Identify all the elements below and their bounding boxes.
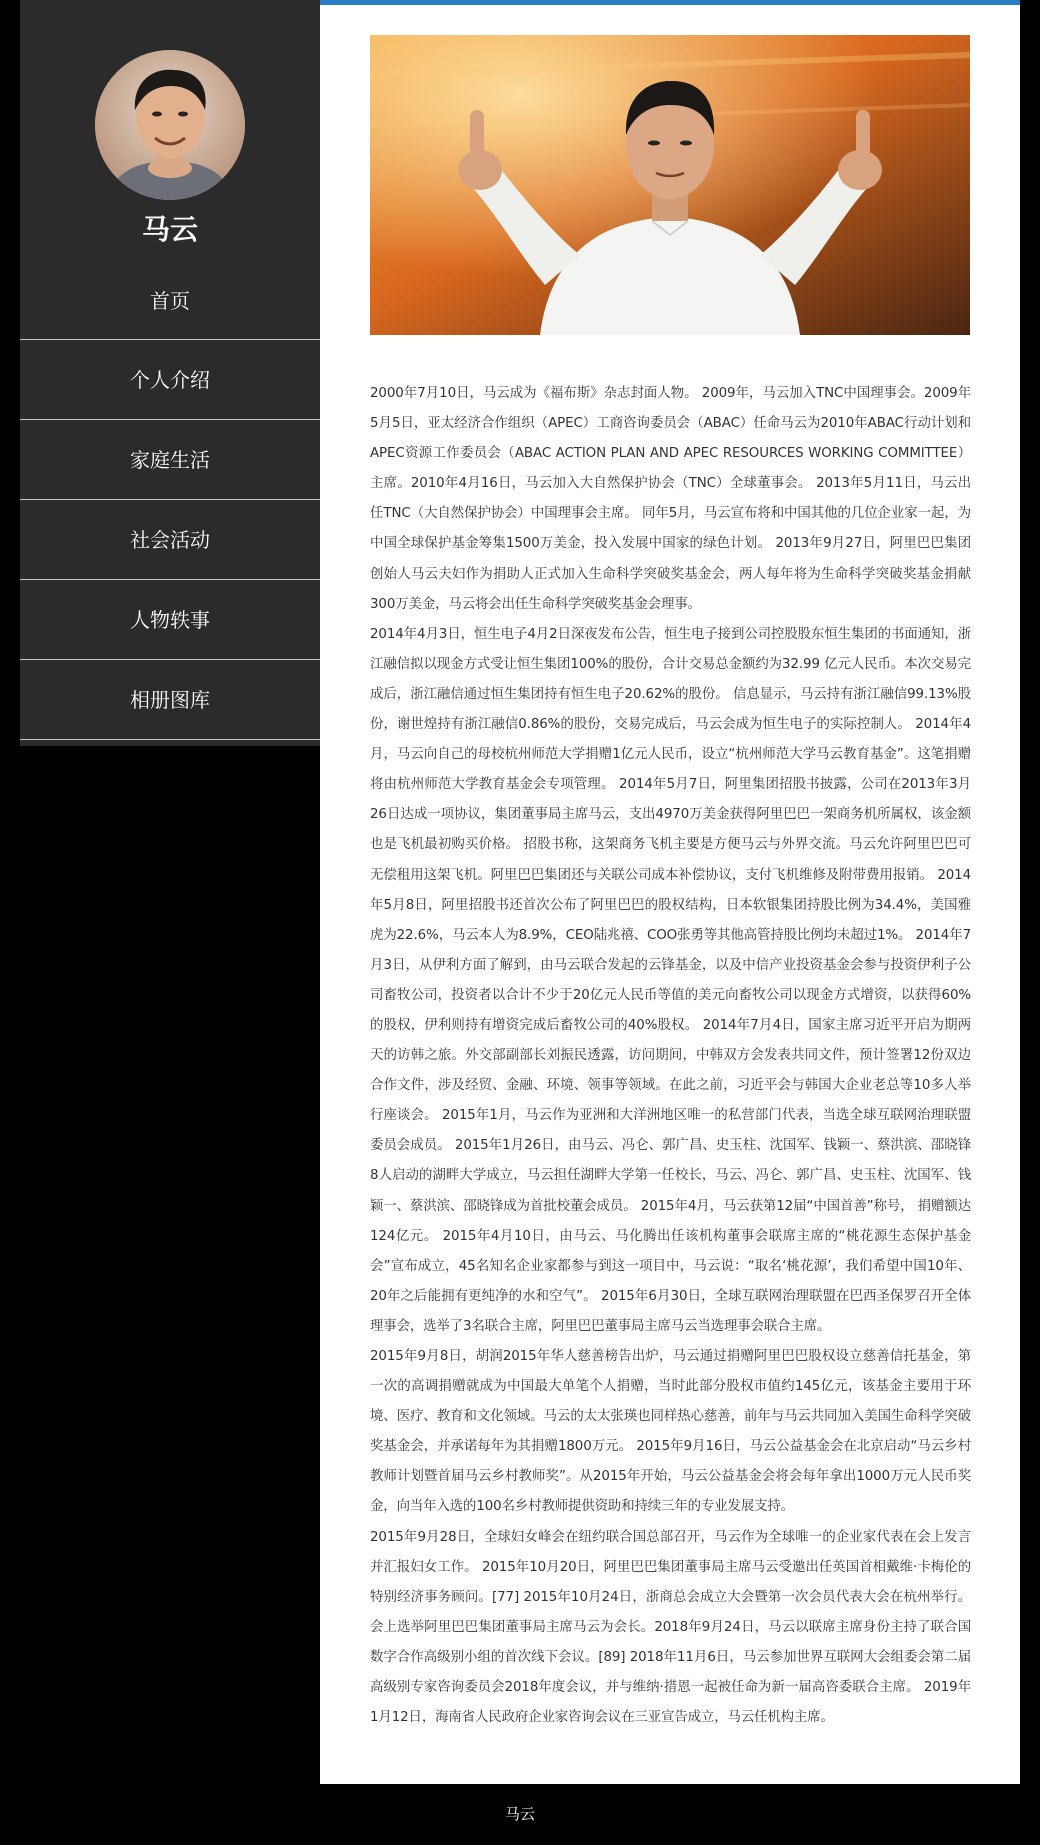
avatar-portrait: [95, 50, 245, 200]
nav-item-anecdotes[interactable]: 人物轶事: [20, 580, 320, 660]
footer: [0, 1784, 1040, 1845]
nav-item-social[interactable]: 社会活动: [20, 500, 320, 580]
nav-item-family[interactable]: 家庭生活: [20, 420, 320, 500]
nav-item-home[interactable]: 首页: [20, 260, 320, 340]
article-paragraph: 2000年7月10日，马云成为《福布斯》杂志封面人物。 2009年，马云加入TNC中国理事会。2009年5月5日，亚太经济合作组织（APEC）工商咨询委员会（ABAC）任命马云为2010年ABAC行动计划和APEC资源工作委员会（ABAC ACTION PLAN AND APEC RESOURCES WORKING COMMITTEE）主席。2010年4月16日，马云加入大自然保护协会（TNC）全球董事会。 2013年5月11日，马云出任TNC（大自然保护协会）中国理事会主席。 同年5月，马云宣布将和中国其他的几位企业家一起，为中国全球保护基金筹集1500万美金，投入发展中国家的绿色计划。 2013年9月27日，阿里巴巴集团创始人马云夫妇作为捐助人正式加入生命科学突破奖基金会，两人每年将为生命科学突破奖基金捐献300万美金，马云将会出任生命科学突破奖基金会理事。: [370, 386, 971, 612]
article-paragraph: 2015年9月28日，全球妇女峰会在纽约联合国总部召开，马云作为全球唯一的企业家代表在会上发言并汇报妇女工作。 2015年10月20日，阿里巴巴集团董事局主席马云受邀出任英国首相戴维·卡梅伦的特别经济事务顾问。[77] 2015年10月24日，浙商总会成立大会暨第一次会员代表大会在杭州举行。会上选举阿里巴巴集团董事局主席马云为会长。2018年9月24日，马云以联席主席身份主持了联合国数字合作高级别小组的首次线下会议。[89] 2018年11月6日，马云参加世界互联网大会组委会第二届高级别专家咨询委员会2018年度会议，并与维纳·措恩一起被任命为新一届高咨委联合主席。 2019年1月12日，海南省人民政府企业家咨询会议在三亚宣告成立，马云任机构主席。: [370, 1529, 971, 1726]
article-body: [370, 379, 971, 1733]
footer-text: 马云: [504, 1805, 535, 1823]
main-content: [320, 0, 1020, 1784]
hero-image: [370, 35, 970, 335]
nav-item-intro[interactable]: 个人介绍: [20, 340, 320, 420]
sidebar-nav: [20, 260, 320, 740]
article-paragraph: 2015年9月8日，胡润2015年华人慈善榜告出炉，马云通过捐赠阿里巴巴股权设立慈善信托基金，第一次的高调捐赠就成为中国最大单笔个人捐赠，当时此部分股权市值约145亿元，该基金主要用于环境、医疗、教育和文化领域。马云的太太张瑛也同样热心慈善，前年与马云共同加入美国生命科学突破奖基金会，并承诺每年为其捐赠1800万元。 2015年9月16日，马云公益基金会在北京启动“马云乡村教师计划暨首届马云乡村教师奖”。从2015年开始，马云公益基金会将会每年拿出1000万元人民币奖金，向当年入选的100名乡村教师提供资助和持续三年的专业发展支持。: [370, 1349, 971, 1515]
person-name: 马云: [141, 213, 198, 246]
avatar: [95, 50, 245, 200]
nav-item-gallery[interactable]: 相册图库: [20, 660, 320, 740]
article-paragraph: 2014年4月3日，恒生电子4月2日深夜发布公告，恒生电子接到公司控股股东恒生集团的书面通知，浙江融信拟以现金方式受让恒生集团100%的股份，合计交易总金额约为32.99 亿元人民币。本次交易完成后，浙江融信通过恒生集团持有恒生电子20.62%的股份。 信息显示，马云持有浙江融信99.13%股份，谢世煌持有浙江融信0.86%的股份，交易完成后，马云会成为恒生电子的实际控制人。 2014年4月，马云向自己的母校杭州师范大学捐赠1亿元人民币，设立“杭州师范大学马云教育基金”。这笔捐赠将由杭州师范大学教育基金会专项管理。 2014年5月7日，阿里集团招股书披露，公司在2013年3月26日达成一项协议，集团董事局主席马云，支出4970万美金获得阿里巴巴一架商务机所属权，该金额也是飞机最初购买价格。 招股书称，这架商务飞机主要是方便马云与外界交流。马云允许阿里巴巴可无偿租用这架飞机。阿里巴巴集团还与关联公司成本补偿协议，支付飞机维修及附带费用报销。 2014年5月8日，阿里招股书还首次公布了阿里巴巴的股权结构，日本软银集团持股比例为34.4%，美国雅虎为22.6%，马云本人为8.9%，CEO陆兆禧、COO张勇等其他高管持股比例均未超过1%。 2014年7月3日，从伊利方面了解到，由马云联合发起的云锋基金，以及中信产业投资基金会参与投资伊利子公司畜牧公司，投资者以合计不少于20亿元人民币等值的美元向畜牧公司以现金方式增资，以获得60%的股权，伊利则持有增资完成后畜牧公司的40%股权。 2014年7月4日，国家主席习近平开启为期两天的访韩之旅。外交部副部长刘振民透露，访问期间，中韩双方会发表共同文件，预计签署12份双边合作文件，涉及经贸、金融、环境、领事等领域。在此之前，习近平会与韩国大企业老总等10多人举行座谈会。 2015年1月，马云作为亚洲和大洋洲地区唯一的私营部门代表，当选全球互联网治理联盟委员会成员。 2015年1月26日，由马云、冯仑、郭广昌、史玉柱、沈国军、钱颖一、蔡洪滨、邵晓锋8人启动的湖畔大学成立，马云担任湖畔大学第一任校长，马云、冯仑、郭广昌、史玉柱、沈国军、钱颖一、蔡洪滨、邵晓锋成为首批校董会成员。 2015年4月，马云获第12届“中国首善”称号， 捐赠额达124亿元。 2015年4月10日，由马云、马化腾出任该机构董事会联席主席的“桃花源生态保护基金会”宣布成立，45名知名企业家都参与到这一项目中，马云说：“取名‘桃花源’，我们希望中国10年、20年之后能拥有更纯净的水和空气”。 2015年6月30日，全球互联网治理联盟在巴西圣保罗召开全体理事会，选举了3名联合主席，阿里巴巴董事局主席马云当选理事会联合主席。: [370, 626, 971, 1334]
hero-photo: [370, 35, 970, 335]
sidebar: [20, 0, 320, 746]
